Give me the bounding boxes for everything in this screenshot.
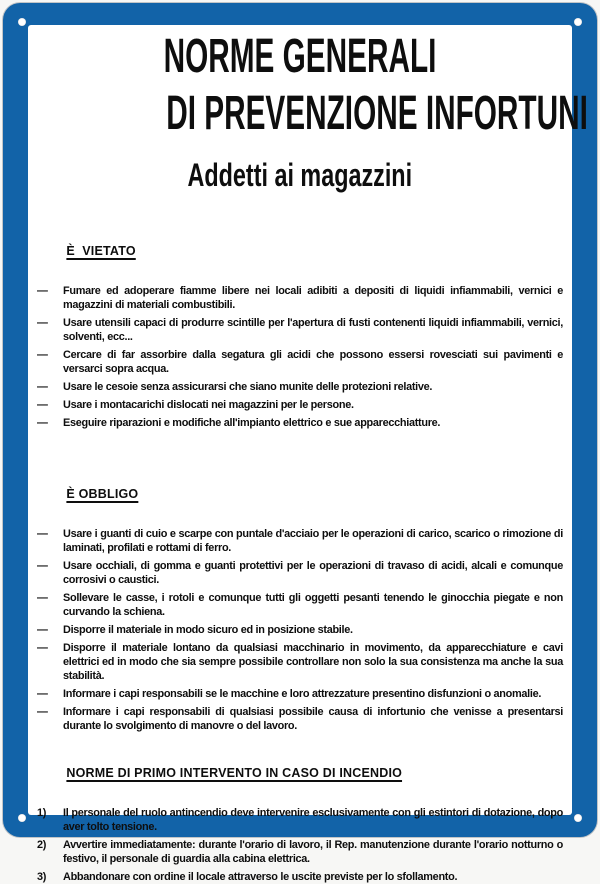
- list-item: [37, 870, 563, 884]
- list-item: [37, 527, 563, 555]
- item-marker: —: [37, 706, 48, 718]
- item-text: Disporre il materiale lontano da qualsiasi macchinario in movimento, da apparecchiature e cavi elettrici ed in modo che sia sempre possibile controllare non solo la sua consistenza ma anche la sua stabilità.: [63, 642, 563, 682]
- list-item: [37, 687, 563, 701]
- list-item: [37, 591, 563, 619]
- item-text: Avvertire immediatamente: durante l'orario di lavoro, il Rep. manutenzione durante l'orario notturno o festivo, il personale di guardia alla cabina elettrica.: [63, 839, 563, 865]
- item-text: Cercare di far assorbire dalla segatura gli acidi che possono essersi rovesciati sui pavimenti e versarci sopra acqua.: [63, 349, 563, 375]
- list-item: [37, 380, 563, 394]
- item-text: Usare le cesoie senza assicurarsi che siano munite delle protezioni relative.: [63, 381, 433, 393]
- item-text: Eseguire riparazioni e modifiche all'impianto elettrico e sue apparecchiatture.: [63, 417, 441, 429]
- item-text: Disporre il materiale in modo sicuro ed in posizione stabile.: [63, 624, 353, 636]
- item-text: Informare i capi responsabili se le macchine e loro attrezzature presentino disfunzioni o anomalie.: [63, 688, 542, 700]
- item-marker: —: [37, 399, 48, 411]
- item-marker: —: [37, 688, 48, 700]
- item-marker: —: [37, 560, 48, 572]
- item-marker: 3): [37, 871, 47, 883]
- section-vietato: [37, 227, 563, 430]
- item-marker: —: [37, 381, 48, 393]
- title-row-1: [37, 30, 563, 83]
- list-item: [37, 838, 563, 866]
- section-heading-obbligo: [37, 470, 563, 518]
- item-marker: —: [37, 528, 48, 540]
- item-text: Sollevare le casse, i rotoli e comunque tutti gli oggetti pesanti tenendo le ginocchia piegate e non curvando la schiena.: [63, 592, 563, 618]
- screw-hole-top-right: [574, 18, 582, 26]
- sign-subtitle: Addetti ai magazzini: [187, 157, 413, 193]
- vietato-list: [37, 284, 563, 430]
- item-marker: —: [37, 285, 48, 297]
- section-heading-vietato: [37, 227, 563, 275]
- list-item: [37, 348, 563, 376]
- item-marker: —: [37, 592, 48, 604]
- section-heading-text: È OBBLIGO: [66, 487, 139, 501]
- list-item: [37, 559, 563, 587]
- list-item: [37, 705, 563, 733]
- list-item: [37, 641, 563, 683]
- item-text: Usare i guanti di cuio e scarpe con puntale d'acciaio per le operazioni di carico, scarico o rimozione di laminati, profilati e rottami di ferro.: [63, 528, 563, 554]
- item-text: Informare i capi responsabili di qualsiasi possibile causa di infortunio che venisse a presentarsi durante lo svolgimento di manovre o del lavoro.: [63, 706, 563, 732]
- item-text: Il personale del ruolo antincendio deve intervenire esclusivamente con gli estintori di dotazione, dopo aver tolto tensione.: [63, 807, 563, 833]
- primo-intervento-list: [37, 806, 563, 884]
- obbligo-list: [37, 527, 563, 733]
- item-text: Fumare ed adoperare fiamme libere nei locali adibiti a depositi di liquidi infiammabili, vernici e magazzini di materiali combustibili.: [63, 285, 563, 311]
- list-item: [37, 316, 563, 344]
- section-heading-text: È VIETATO: [66, 244, 136, 258]
- screw-hole-top-left: [18, 18, 26, 26]
- item-text: Usare i montacarichi dislocati nei magazzini per le persone.: [63, 399, 354, 411]
- sign-title-line1: NORME GENERALI: [163, 30, 437, 83]
- item-text: Usare utensili capaci di produrre scintille per l'apertura di fusti contenenti liquidi infiammabili, vernici, solventi, ecc...: [63, 317, 563, 343]
- item-marker: 2): [37, 839, 47, 851]
- list-item: [37, 416, 563, 430]
- subtitle-row: [37, 159, 563, 191]
- section-obbligo: [37, 470, 563, 733]
- item-text: Usare occhiali, di gomma e guanti protettivi per le operazioni di travaso di acidi, alcali e comunque corrosivi o caustici.: [63, 560, 563, 586]
- item-marker: —: [37, 642, 48, 654]
- sign-title-line2: DI PREVENZIONE INFORTUNI: [166, 87, 588, 140]
- list-item: [37, 806, 563, 834]
- item-marker: 1): [37, 807, 47, 819]
- item-marker: —: [37, 417, 48, 429]
- section-primo-intervento: [37, 749, 563, 884]
- screw-hole-bottom-left: [18, 814, 26, 822]
- list-item: [37, 623, 563, 637]
- item-marker: —: [37, 624, 48, 636]
- section-heading-text: NORME DI PRIMO INTERVENTO IN CASO DI INCENDIO: [66, 766, 403, 780]
- item-text: Abbandonare con ordine il locale attraverso le uscite previste per lo sfollamento.: [63, 871, 458, 883]
- sign-content: [37, 23, 588, 883]
- list-item: [37, 284, 563, 312]
- screw-hole-bottom-right: [574, 814, 582, 822]
- section-heading-primo-intervento: [37, 749, 563, 797]
- list-item: [37, 398, 563, 412]
- title-row-2: [37, 87, 588, 140]
- item-marker: —: [37, 349, 48, 361]
- item-marker: —: [37, 317, 48, 329]
